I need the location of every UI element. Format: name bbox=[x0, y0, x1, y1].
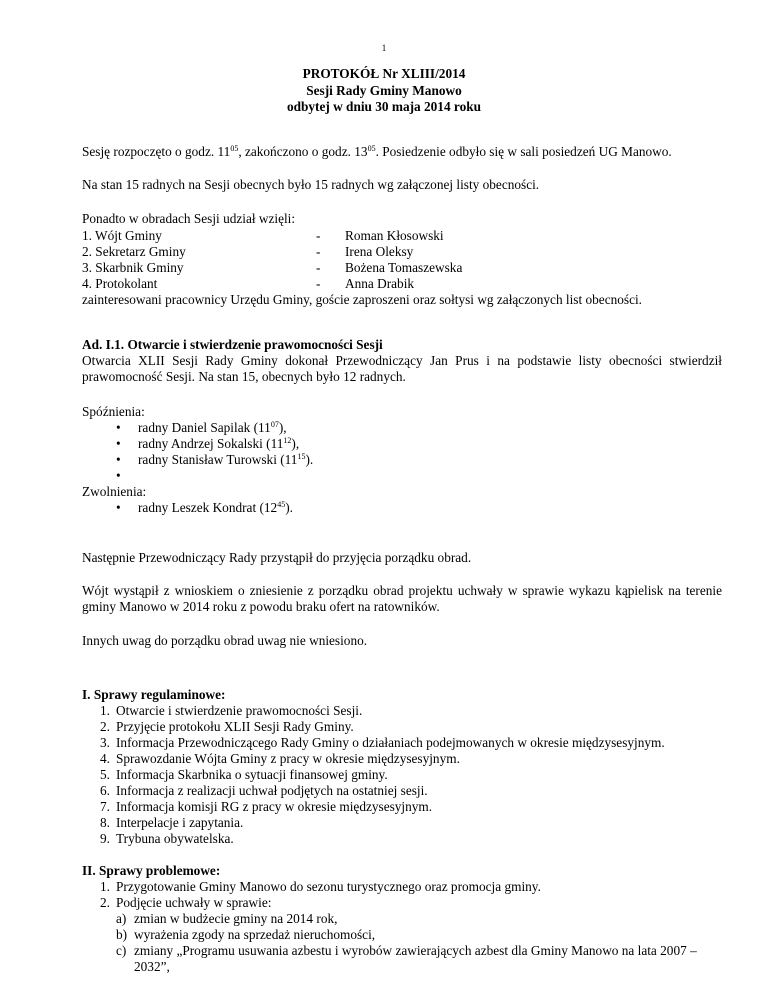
list-item: • radny Leszek Kondrat $(12^{45})$. bbox=[116, 500, 293, 515]
list-item: 6. Informacja z realizacji uchwał podjętych na ostatniej sesji. bbox=[100, 783, 428, 798]
list-item: b) wyrażenia zgody na sprzedaż nieruchomości, bbox=[116, 927, 376, 942]
session-times: Sesję rozpoczęto o godz. $11^{05}$, zakończono o godz. $13^{05}$. Posiedzenie odbyło się w sali posiedzeń UG Manowo. bbox=[82, 144, 672, 159]
no-remarks: Innych uwag do porządku obrad uwag nie wniesiono. bbox=[82, 633, 368, 648]
attendance-text: Na stan 15 radnych na Sesji obecnych było 15 radnych wg załączonej listy obecności. bbox=[82, 177, 540, 192]
participant-row: 4. Protokolant - Anna Drabik bbox=[82, 276, 415, 291]
title-line-3: odbytej w dniu 30 maja 2014 roku bbox=[286, 99, 482, 114]
participants-intro: Ponadto w obradach Sesji udział wzięli: bbox=[82, 211, 296, 226]
section2-list bbox=[82, 879, 722, 911]
list-item: 5. Informacja Skarbnika o sytuacji finansowej gminy. bbox=[100, 767, 388, 782]
list-item: 2. Przyjęcie protokołu XLII Sesji Rady Gminy. bbox=[100, 719, 354, 734]
excused-list bbox=[82, 500, 722, 516]
list-item: • radny Andrzej Sokalski $(11^{12})$, bbox=[116, 436, 300, 451]
list-item: 1. Otwarcie i stwierdzenie prawomocności Sesji. bbox=[100, 703, 363, 718]
section1-heading: I. Sprawy regulaminowe: bbox=[82, 687, 226, 702]
empty-bullet: • bbox=[116, 468, 121, 483]
wojt-motion: Wójt wystąpił z wnioskiem o zniesienie z porządku obrad projektu uchwały w sprawie wykazu kąpielisk na terenie gminy Manowo w 2014 roku z powodu braku ofert na ratowników. bbox=[82, 583, 722, 614]
ad1-heading: Ad. I.1. Otwarcie i stwierdzenie prawomocności Sesji bbox=[82, 337, 383, 352]
section1-list bbox=[82, 703, 722, 847]
list-item: 2. Podjęcie uchwały w sprawie: bbox=[100, 895, 272, 910]
list-item: c) zmiany „Programu usuwania azbestu i wyrobów zawierających azbest dla Gminy Manowo na lata 2007 – 2032”, bbox=[116, 943, 697, 974]
participants-list bbox=[82, 228, 722, 292]
participant-row: 3. Skarbnik Gminy - Bożena Tomaszewska bbox=[82, 260, 463, 275]
list-item: 1. Przygotowanie Gminy Manowo do sezonu turystycznego oraz promocja gminy. bbox=[100, 879, 541, 894]
excused-label: Zwolnienia: bbox=[82, 484, 147, 499]
list-item: 3. Informacja Przewodniczącego Rady Gminy o działaniach podejmowanych w okresie międzysesyjnym. bbox=[100, 735, 665, 750]
others-text: zainteresowani pracownicy Urzędu Gminy, goście zaproszeni oraz sołtysi wg załączonych list obecności. bbox=[82, 292, 642, 307]
list-item: 9. Trybuna obywatelska. bbox=[100, 831, 234, 846]
agenda-intro: Następnie Przewodniczący Rady przystąpił do przyjęcia porządku obrad. bbox=[82, 550, 472, 565]
list-item: 7. Informacja komisji RG z pracy w okresie międzysesyjnym. bbox=[100, 799, 433, 814]
list-item: 4. Sprawozdanie Wójta Gminy z pracy w okresie międzysesyjnym. bbox=[100, 751, 460, 766]
late-list bbox=[82, 420, 722, 484]
list-item: • radny Daniel Sapilak $(11^{07})$, bbox=[116, 420, 287, 435]
ad1-text: Otwarcia XLII Sesji Rady Gminy dokonał Przewodniczący Jan Prus i na podstawie listy obecności stwierdził prawomocność Sesji. Na stan 15, obecnych było 12 radnych. bbox=[82, 353, 722, 384]
section2-heading: II. Sprawy problemowe: bbox=[82, 863, 221, 878]
page-number: 1 bbox=[381, 43, 387, 53]
list-item: • radny Stanisław Turowski $(11^{15})$. bbox=[116, 452, 314, 467]
list-item: 8. Interpelacje i zapytania. bbox=[100, 815, 244, 830]
title-line-2: Sesji Rady Gminy Manowo bbox=[306, 82, 462, 98]
document-title bbox=[0, 66, 768, 116]
section2-sublist bbox=[82, 911, 722, 975]
late-label: Spóźnienia: bbox=[82, 404, 145, 419]
participant-row: 1. Wójt Gminy - Roman Kłosowski bbox=[82, 228, 444, 243]
list-item: a) zmian w budżecie gminy na 2014 rok, bbox=[116, 911, 338, 926]
participant-row: 2. Sekretarz Gminy - Irena Oleksy bbox=[82, 244, 414, 259]
title-line-1: PROTOKÓŁ Nr XLIII/2014 bbox=[302, 66, 466, 81]
